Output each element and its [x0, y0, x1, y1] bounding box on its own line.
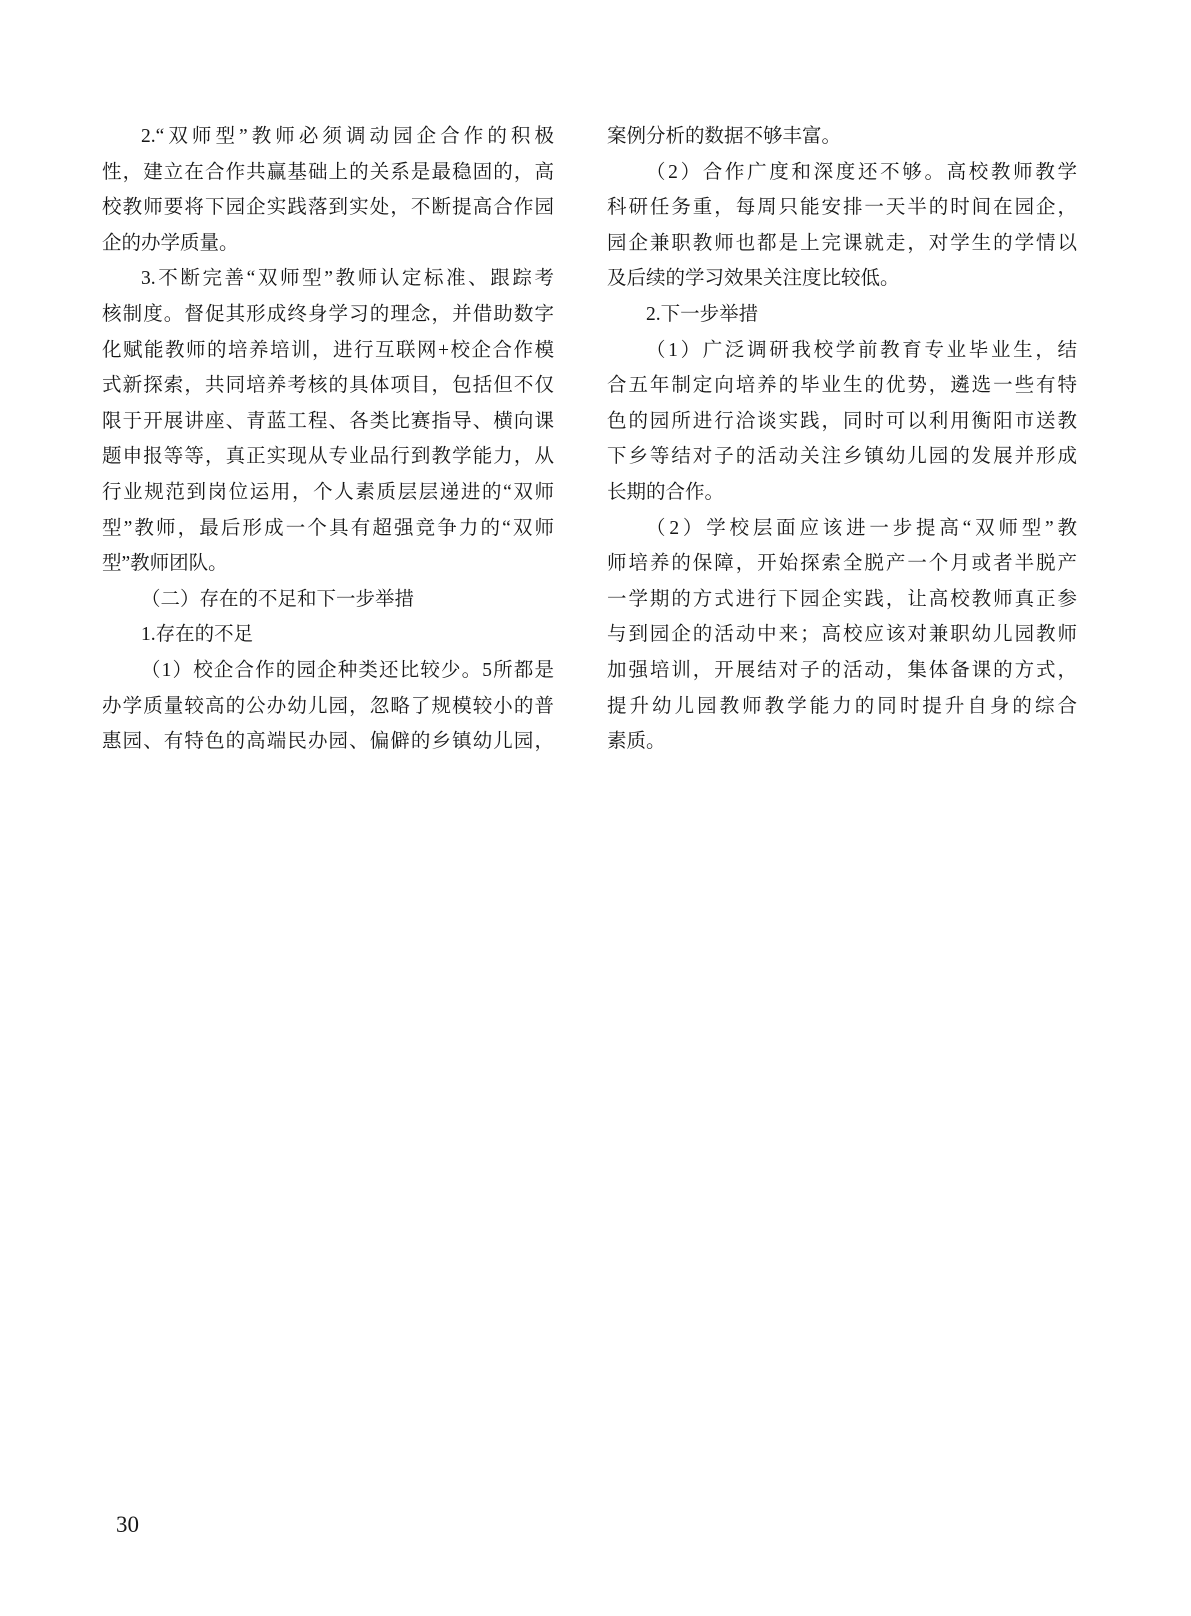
text-line: 下乡等结对子的活动关注乡镇幼儿园的发展并形成	[607, 446, 1077, 468]
text-line: （1）广泛调研我校学前教育专业毕业生，结	[646, 339, 1077, 361]
text-line: 及后续的学习效果关注度比较低。	[607, 268, 900, 290]
text-line: 2.“双师型”教师必须调动园企合作的积极	[141, 126, 554, 147]
column-left	[102, 119, 554, 760]
text-line: 化赋能教师的培养培训，进行互联网+校企合作模	[102, 339, 554, 361]
text-line: 企的办学质量。	[102, 232, 239, 254]
text-line: 办学质量较高的公办幼儿园，忽略了规模较小的普	[102, 695, 554, 717]
text-line: 案例分析的数据不够丰富。	[607, 126, 842, 147]
text-line: （2）合作广度和深度还不够。高校教师教学	[646, 161, 1077, 183]
page-content	[102, 119, 1077, 760]
text-line: （二）存在的不足和下一步举措	[141, 588, 415, 610]
text-line: 题申报等等，真正实现从专业品行到教学能力，从	[102, 446, 554, 468]
text-line: 提升幼儿园教师教学能力的同时提升自身的综合	[607, 695, 1077, 717]
text-line: （1）校企合作的园企种类还比较少。5所都是	[141, 659, 554, 681]
text-line: 与到园企的活动中来；高校应该对兼职幼儿园教师	[607, 624, 1077, 646]
text-line: 3.不断完善“双师型”教师认定标准、跟踪考	[141, 268, 554, 290]
page-number: 30	[116, 1512, 139, 1537]
text-line: （2）学校层面应该进一步提高“双师型”教	[646, 517, 1077, 539]
text-line: 行业规范到岗位运用，个人素质层层递进的“双师	[102, 481, 554, 503]
text-line: 式新探索，共同培养考核的具体项目，包括但不仅	[102, 375, 554, 397]
text-line: 一学期的方式进行下园企实践，让高校教师真正参	[607, 588, 1077, 610]
text-line: 型”教师团队。	[102, 553, 228, 575]
text-line: 限于开展讲座、青蓝工程、各类比赛指导、横向课	[102, 410, 554, 432]
text-line: 色的园所进行洽谈实践，同时可以利用衡阳市送教	[607, 410, 1077, 432]
text-line: 惠园、有特色的高端民办园、偏僻的乡镇幼儿园，	[102, 731, 554, 753]
text-line: 校教师要将下园企实践落到实处，不断提高合作园	[102, 197, 554, 219]
text-line: 素质。	[607, 731, 666, 753]
text-line: 园企兼职教师也都是上完课就走，对学生的学情以	[607, 232, 1077, 254]
column-right	[607, 119, 1077, 760]
text-line: 长期的合作。	[607, 481, 725, 503]
text-line: 性，建立在合作共赢基础上的关系是最稳固的，高	[102, 161, 554, 183]
text-line: 师培养的保障，开始探索全脱产一个月或者半脱产	[607, 553, 1077, 575]
text-line: 合五年制定向培养的毕业生的优势，遴选一些有特	[607, 375, 1077, 397]
text-line: 加强培训，开展结对子的活动，集体备课的方式，	[607, 659, 1077, 681]
text-line: 2.下一步举措	[646, 303, 759, 325]
text-line: 型”教师，最后形成一个具有超强竞争力的“双师	[102, 517, 554, 539]
text-line: 核制度。督促其形成终身学习的理念，并借助数字	[102, 303, 554, 325]
text-line: 科研任务重，每周只能安排一天半的时间在园企，	[607, 197, 1077, 219]
text-line: 1.存在的不足	[141, 624, 254, 646]
